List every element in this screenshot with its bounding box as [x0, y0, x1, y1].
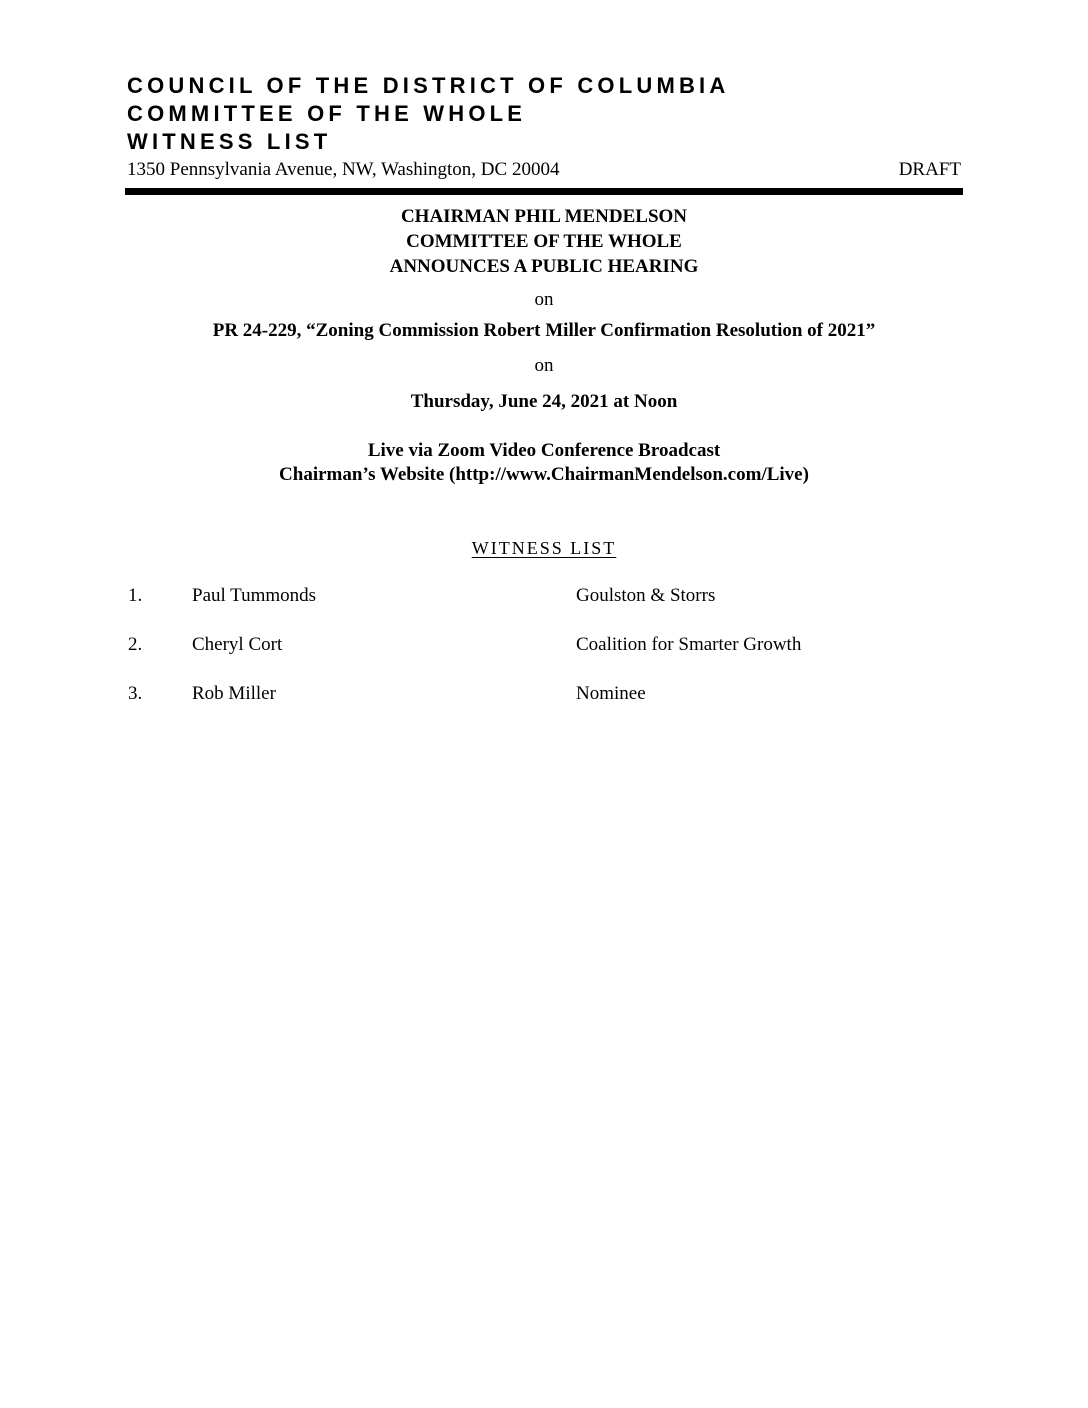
- committee-name: COMMITTEE OF THE WHOLE: [127, 101, 527, 126]
- witness-organization: Nominee: [576, 683, 646, 704]
- council-name: COUNCIL OF THE DISTRICT OF COLUMBIA: [127, 73, 730, 98]
- address-row: [127, 158, 961, 182]
- witness-organization: Coalition for Smarter Growth: [576, 634, 802, 655]
- draft-label: DRAFT: [898, 159, 961, 180]
- witness-number: 2.: [128, 634, 143, 655]
- document-type: WITNESS LIST: [127, 129, 332, 154]
- on-text-2: on: [534, 355, 554, 376]
- hearing-datetime: Thursday, June 24, 2021 at Noon: [410, 391, 678, 412]
- on-text-1: on: [534, 289, 554, 310]
- witness-organization: Goulston & Storrs: [576, 585, 716, 606]
- letterhead: [127, 72, 963, 156]
- witness-row: [0, 632, 1088, 658]
- witness-list-heading-text: WITNESS LIST: [471, 538, 617, 558]
- chairman-line: CHAIRMAN PHIL MENDELSON: [400, 206, 688, 227]
- witness-name: Paul Tummonds: [192, 585, 317, 606]
- witness-name: Cheryl Cort: [192, 634, 283, 655]
- witness-row: [0, 681, 1088, 707]
- announces-line: ANNOUNCES A PUBLIC HEARING: [389, 256, 699, 277]
- committee-line: COMMITTEE OF THE WHOLE: [406, 231, 682, 252]
- council-address: 1350 Pennsylvania Avenue, NW, Washington, DC 20004: [127, 159, 560, 180]
- header-divider: [125, 188, 963, 195]
- website-line: Chairman’s Website (http://www.ChairmanMendelson.com/Live): [279, 464, 809, 485]
- measure-title: PR 24-229, “Zoning Commission Robert Miller Confirmation Resolution of 2021”: [212, 320, 876, 341]
- witness-list-heading: [0, 536, 1088, 560]
- witness-row: [0, 583, 1088, 609]
- witness-name: Rob Miller: [192, 683, 276, 704]
- broadcast-line: Live via Zoom Video Conference Broadcast: [367, 440, 721, 461]
- witness-number: 1.: [128, 585, 143, 606]
- witness-number: 3.: [128, 683, 143, 704]
